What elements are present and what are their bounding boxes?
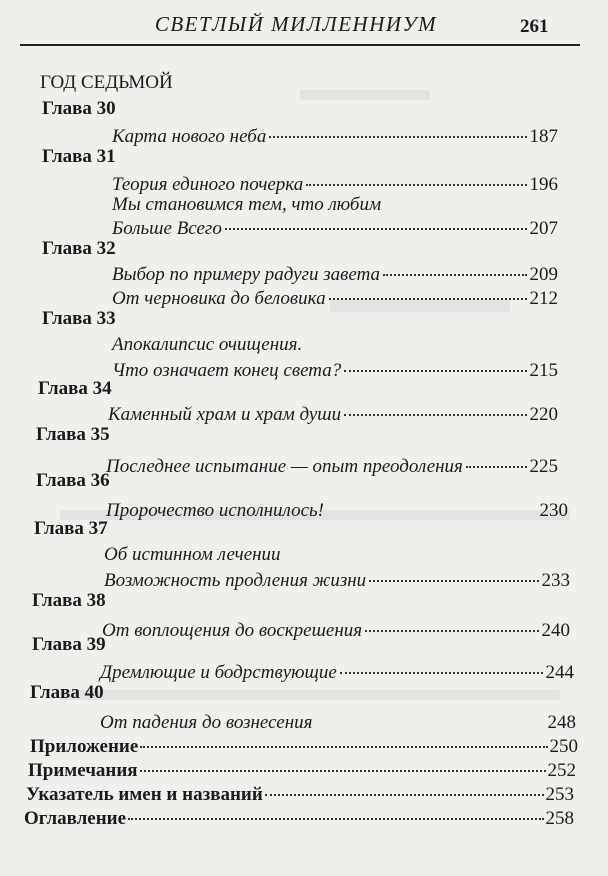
- entry-page: 209: [529, 264, 558, 285]
- back-matter-page: 250: [549, 736, 578, 757]
- back-matter-label: Примечания: [28, 760, 138, 781]
- running-title: СВЕТЛЫЙ МИЛЛЕННИУМ: [154, 12, 438, 36]
- chapter-label: Глава 34: [38, 378, 112, 399]
- toc-entry[interactable]: [112, 126, 558, 148]
- chapter-label: Глава 32: [42, 238, 116, 259]
- dot-leader: [140, 770, 546, 772]
- toc-entry[interactable]: [104, 570, 570, 592]
- entry-page: 248: [547, 712, 576, 733]
- entry-title: От падения до вознесения: [100, 712, 313, 733]
- back-matter-label: Оглавление: [24, 808, 127, 829]
- toc-entry[interactable]: [112, 288, 558, 310]
- chapter-label: Глава 31: [42, 146, 116, 167]
- entry-page: 207: [529, 218, 558, 239]
- chapter-label: Глава 33: [42, 308, 116, 329]
- entry-title: Последнее испытание — опыт преодоления: [106, 456, 463, 477]
- dot-leader: [225, 228, 527, 230]
- back-matter-label: Приложение: [30, 736, 139, 757]
- page-number: 261: [520, 16, 549, 37]
- chapter-label: Глава 40: [30, 682, 104, 703]
- entry-title: Дремлющие и бодрствующие: [100, 662, 337, 683]
- entry-title: Что означает конец света?: [112, 360, 342, 381]
- entry-title: От черновика до беловика: [112, 288, 326, 309]
- dot-leader: [383, 274, 526, 276]
- dot-leader: [315, 722, 544, 724]
- back-matter-entry[interactable]: [28, 760, 576, 782]
- show-through-4: [60, 690, 560, 700]
- dot-leader: [344, 370, 526, 372]
- entry-title: Каменный храм и храм души: [108, 404, 342, 425]
- dot-leader: [344, 414, 526, 416]
- entry-page: 220: [529, 404, 558, 425]
- entry-title: Возможность продления жизни: [104, 570, 367, 591]
- toc-entry[interactable]: [112, 264, 558, 286]
- dot-leader: [306, 184, 526, 186]
- entry-title: Выбор по примеру радуги завета: [112, 264, 381, 285]
- entry-title-line: Об истинном лечении: [104, 544, 281, 565]
- toc-entry[interactable]: [112, 174, 558, 196]
- entry-page: 215: [529, 360, 558, 381]
- dot-leader: [365, 630, 538, 632]
- entry-page: 187: [529, 126, 558, 147]
- header-rule: [20, 44, 580, 46]
- entry-page: 244: [545, 662, 574, 683]
- toc-entry[interactable]: [106, 500, 568, 522]
- chapter-label: Глава 39: [32, 634, 106, 655]
- dot-leader: [340, 672, 543, 674]
- entry-title-line: Мы становимся тем, что любим: [112, 194, 382, 215]
- entry-page: 230: [539, 500, 568, 521]
- back-matter-label: Указатель имен и названий: [26, 784, 263, 805]
- toc-entry[interactable]: [108, 404, 558, 426]
- entry-title: Карта нового неба: [112, 126, 267, 147]
- dot-leader: [269, 136, 526, 138]
- back-matter-entry[interactable]: [26, 784, 574, 806]
- entry-page: 233: [541, 570, 570, 591]
- back-matter-page: 252: [547, 760, 576, 781]
- dot-leader: [265, 794, 544, 796]
- dot-leader: [128, 818, 543, 820]
- chapter-label: Глава 36: [36, 470, 110, 491]
- back-matter-entry[interactable]: [30, 736, 578, 758]
- toc-entry[interactable]: [106, 456, 558, 478]
- chapter-label: Глава 30: [42, 98, 116, 119]
- chapter-label: Глава 38: [32, 590, 106, 611]
- back-matter-page: 258: [545, 808, 574, 829]
- dot-leader: [327, 510, 537, 512]
- chapter-label: Глава 37: [34, 518, 108, 539]
- entry-title: От воплощения до воскрешения: [102, 620, 363, 641]
- back-matter-entry[interactable]: [24, 808, 574, 830]
- entry-title: Пророчество исполнилось!: [106, 500, 324, 521]
- back-matter-page: 253: [545, 784, 574, 805]
- entry-title: Теория единого почерка: [112, 174, 304, 195]
- entry-title: Больше Всего: [112, 218, 222, 239]
- section-heading: ГОД СЕДЬМОЙ: [40, 72, 173, 93]
- toc-entry[interactable]: [112, 360, 558, 382]
- entry-page: 225: [529, 456, 558, 477]
- entry-page: 212: [529, 288, 558, 309]
- entry-page: 240: [541, 620, 570, 641]
- entry-page: 196: [529, 174, 558, 195]
- dot-leader: [140, 746, 547, 748]
- toc-entry[interactable]: [102, 620, 570, 642]
- dot-leader: [369, 580, 538, 582]
- show-through-1: [300, 90, 430, 100]
- dot-leader: [466, 466, 527, 468]
- toc-entry[interactable]: [100, 662, 574, 684]
- toc-entry[interactable]: [100, 712, 576, 734]
- entry-title-line: Апокалипсис очищения.: [112, 334, 303, 355]
- dot-leader: [329, 298, 527, 300]
- chapter-label: Глава 35: [36, 424, 110, 445]
- toc-entry[interactable]: [112, 218, 558, 240]
